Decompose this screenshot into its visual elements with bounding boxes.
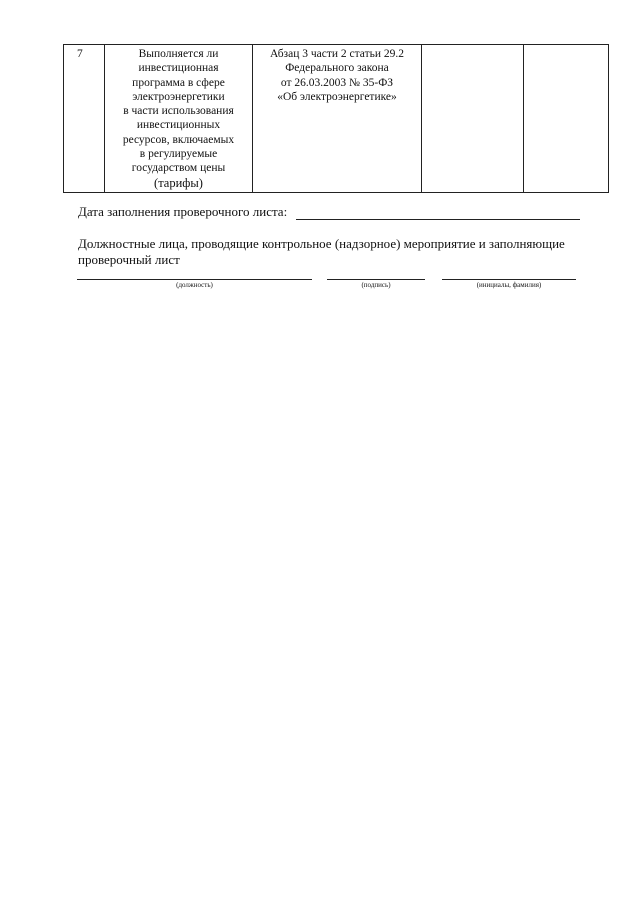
question-line: в части использования <box>123 105 234 118</box>
fill-date-label: Дата заполнения проверочного листа: <box>78 204 288 219</box>
answer-cell[interactable] <box>422 45 524 193</box>
question-line: инвестиционная <box>138 62 219 75</box>
question-line: программа в сфере <box>132 76 225 89</box>
name-line[interactable] <box>442 279 576 280</box>
reference-line: «Об электроэнергетике» <box>277 90 397 103</box>
officials-text: Должностные лица, проводящие контрольное (надзорное) мероприятие и заполняющие проверочный лист <box>78 236 565 267</box>
table-row <box>64 45 609 193</box>
question-line: (тарифы) <box>154 175 203 190</box>
question-line: в регулируемые <box>139 148 218 161</box>
question-cell <box>105 45 253 193</box>
checklist-table <box>63 44 609 193</box>
question-line: Выполняется ли <box>138 48 219 60</box>
question-line: электроэнергетики <box>132 90 225 103</box>
reference-line: Абзац 3 части 2 статьи 29.2 <box>269 48 405 60</box>
reference-line: Федерального закона <box>285 62 389 75</box>
note-cell[interactable] <box>524 45 609 193</box>
item-number: 7 <box>64 45 105 193</box>
legal-reference-cell <box>253 45 422 193</box>
reference-line: от 26.03.2003 № 35-ФЗ <box>280 76 394 89</box>
signature-line[interactable] <box>327 279 425 280</box>
position-caption: (должность) <box>176 281 213 289</box>
question-line: государством цены <box>131 162 226 175</box>
position-line[interactable] <box>77 279 312 280</box>
name-caption: (инициалы, фамилия) <box>476 281 542 289</box>
question-line: инвестиционных <box>136 119 221 132</box>
question-line: ресурсов, включаемых <box>122 133 235 146</box>
fill-date-line[interactable] <box>296 219 580 220</box>
signature-caption: (подпись) <box>361 281 391 289</box>
